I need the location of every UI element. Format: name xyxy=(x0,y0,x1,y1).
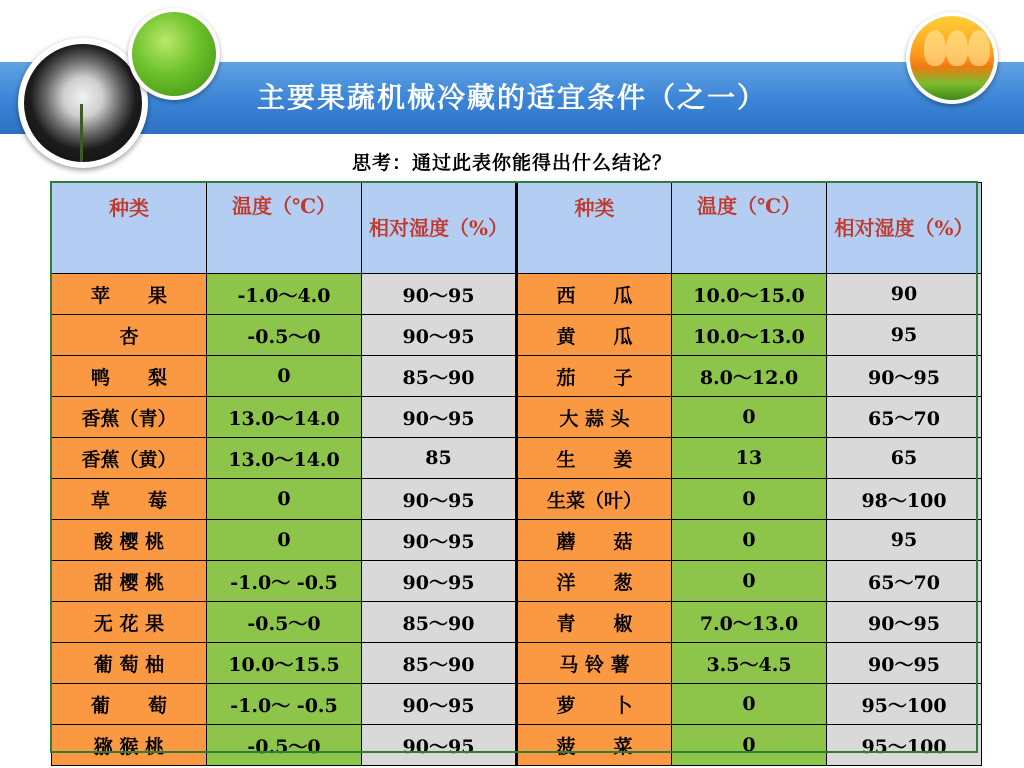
humidity-cell: 90～95 xyxy=(362,561,517,602)
humidity-cell: 90～95 xyxy=(362,725,517,766)
humidity-cell: 90～95 xyxy=(362,397,517,438)
humidity-cell: 65 xyxy=(827,438,982,479)
temperature-cell: -1.0～ -0.5 xyxy=(207,561,362,602)
humidity-cell: 95 xyxy=(827,315,982,356)
table-row xyxy=(52,520,982,561)
temperature-cell: 3.5～4.5 xyxy=(672,643,827,684)
humidity-cell: 65～70 xyxy=(827,397,982,438)
produce-name-cell: 马 铃 薯 xyxy=(517,643,672,684)
humidity-cell: 90～95 xyxy=(827,356,982,397)
tulip-petal xyxy=(946,30,968,66)
humidity-cell: 90～95 xyxy=(827,643,982,684)
humidity-cell: 90～95 xyxy=(362,274,517,315)
temperature-cell: -0.5～0 xyxy=(207,725,362,766)
produce-name-cell: 黄 瓜 xyxy=(517,315,672,356)
humidity-cell: 95～100 xyxy=(827,684,982,725)
temperature-cell: 13 xyxy=(672,438,827,479)
temperature-cell: 10.0～13.0 xyxy=(672,315,827,356)
produce-name-cell: 青 椒 xyxy=(517,602,672,643)
humidity-cell: 90～95 xyxy=(362,479,517,520)
header-humidity-right: 相对湿度（%） xyxy=(827,183,982,274)
produce-name-cell: 萝 卜 xyxy=(517,684,672,725)
storage-conditions-table xyxy=(51,182,982,766)
produce-name-cell: 蘑 菇 xyxy=(517,520,672,561)
temperature-cell: 10.0～15.5 xyxy=(207,643,362,684)
table-row xyxy=(52,274,982,315)
produce-name-cell: 酸 樱 桃 xyxy=(52,520,207,561)
produce-name-cell: 草 莓 xyxy=(52,479,207,520)
temperature-cell: 0 xyxy=(672,561,827,602)
humidity-cell: 85～90 xyxy=(362,356,517,397)
produce-name-cell: 葡 萄 柚 xyxy=(52,643,207,684)
temperature-cell: 0 xyxy=(207,356,362,397)
temperature-cell: 10.0～15.0 xyxy=(672,274,827,315)
header-kind-right: 种类 xyxy=(517,183,672,274)
header-temp-left: 温度（℃） xyxy=(207,183,362,274)
produce-name-cell: 猕 猴 桃 xyxy=(52,725,207,766)
produce-name-cell: 洋 葱 xyxy=(517,561,672,602)
humidity-cell: 65～70 xyxy=(827,561,982,602)
humidity-cell: 85～90 xyxy=(362,602,517,643)
table-row xyxy=(52,479,982,520)
produce-name-cell: 香蕉（青） xyxy=(52,397,207,438)
humidity-cell: 95 xyxy=(827,520,982,561)
produce-name-cell: 菠 菜 xyxy=(517,725,672,766)
humidity-cell: 90～95 xyxy=(362,520,517,561)
temperature-cell: 7.0～13.0 xyxy=(672,602,827,643)
temperature-cell: 0 xyxy=(207,479,362,520)
humidity-cell: 85 xyxy=(362,438,517,479)
temperature-cell: 0 xyxy=(672,520,827,561)
humidity-cell: 98～100 xyxy=(827,479,982,520)
slide-title: 主要果蔬机械冷藏的适宜条件（之一） xyxy=(256,81,767,114)
temperature-cell: -1.0～ -0.5 xyxy=(207,684,362,725)
produce-name-cell: 大 蒜 头 xyxy=(517,397,672,438)
produce-name-cell: 无 花 果 xyxy=(52,602,207,643)
humidity-cell: 90 xyxy=(827,274,982,315)
produce-name-cell: 茄 子 xyxy=(517,356,672,397)
temperature-cell: 0 xyxy=(672,397,827,438)
table-row xyxy=(52,356,982,397)
temperature-cell: 0 xyxy=(672,684,827,725)
temperature-cell: -0.5～0 xyxy=(207,315,362,356)
humidity-cell: 85～90 xyxy=(362,643,517,684)
humidity-cell: 90～95 xyxy=(827,602,982,643)
produce-name-cell: 生菜（叶） xyxy=(517,479,672,520)
produce-name-cell: 杏 xyxy=(52,315,207,356)
produce-name-cell: 西 瓜 xyxy=(517,274,672,315)
tulip-petal xyxy=(924,30,946,66)
header-kind-left: 种类 xyxy=(52,183,207,274)
produce-name-cell: 生 姜 xyxy=(517,438,672,479)
table-row xyxy=(52,561,982,602)
produce-name-cell: 葡 萄 xyxy=(52,684,207,725)
header-humidity-left: 相对湿度（%） xyxy=(362,183,517,274)
table-row xyxy=(52,602,982,643)
table-row xyxy=(52,315,982,356)
table-row xyxy=(52,643,982,684)
temperature-cell: 8.0～12.0 xyxy=(672,356,827,397)
table-row xyxy=(52,438,982,479)
humidity-cell: 90～95 xyxy=(362,315,517,356)
produce-name-cell: 甜 樱 桃 xyxy=(52,561,207,602)
temperature-cell: -1.0～4.0 xyxy=(207,274,362,315)
temperature-cell: 13.0～14.0 xyxy=(207,438,362,479)
table-header-row xyxy=(52,183,982,274)
header-temp-right: 温度（℃） xyxy=(672,183,827,274)
temperature-cell: 0 xyxy=(207,520,362,561)
produce-name-cell: 香蕉（黄） xyxy=(52,438,207,479)
table-row xyxy=(52,397,982,438)
humidity-cell: 90～95 xyxy=(362,684,517,725)
table-row xyxy=(52,725,982,766)
table-row xyxy=(52,684,982,725)
temperature-cell: 0 xyxy=(672,479,827,520)
question-text: 思考：通过此表你能得出什么结论？ xyxy=(351,152,672,174)
tulip-petal xyxy=(968,30,990,66)
produce-name-cell: 鸭 梨 xyxy=(52,356,207,397)
temperature-cell: 13.0～14.0 xyxy=(207,397,362,438)
produce-name-cell: 苹 果 xyxy=(52,274,207,315)
temperature-cell: 0 xyxy=(672,725,827,766)
temperature-cell: -0.5～0 xyxy=(207,602,362,643)
humidity-cell: 95～100 xyxy=(827,725,982,766)
